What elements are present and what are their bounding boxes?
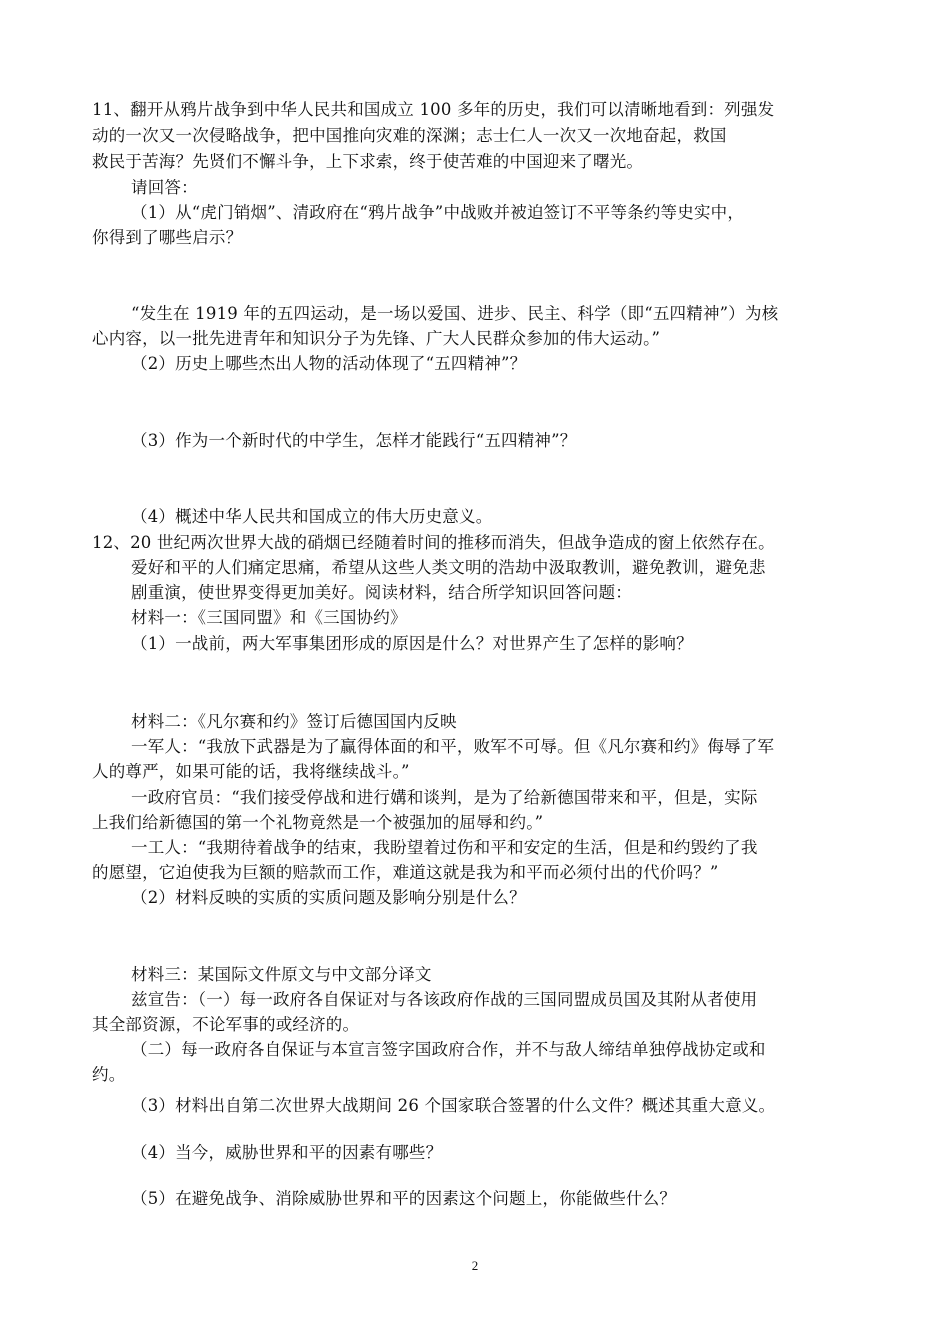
q12-line: 12、20 世纪两次世界大战的硝烟已经随着时间的推移而消失，但战争造成的窗上依然存在。 <box>92 533 775 552</box>
q11-line: 11、翻开从鸦片战争到中华人民共和国成立 100 多年的历史，我们可以清晰地看到：列强发 <box>92 100 775 119</box>
q12-sub1: （1）一战前，两大军事集团形成的原因是什么？对世界产生了怎样的影响？ <box>131 634 693 653</box>
q12-line: 爱好和平的人们痛定思痛，希望从这些人类文明的浩劫中汲取教训，避免教训，避免悲 <box>131 558 766 577</box>
q11-line: 救民于苦海？先贤们不懈斗争，上下求索，终于使苦难的中国迎来了曙光。 <box>92 152 644 171</box>
material-2-text: 人的尊严，如果可能的话，我将继续战斗。” <box>92 762 410 781</box>
material-1-heading: 材料一：《三国同盟》和《三国协约》 <box>131 608 407 627</box>
q12-sub4: （4）当今，威胁世界和平的因素有哪些？ <box>131 1143 443 1162</box>
q12-sub5: （5）在避免战争、消除威胁世界和平的因素这个问题上，你能做些什么？ <box>131 1189 677 1208</box>
q11-sub3: （3）作为一个新时代的中学生，怎样才能践行“五四精神”？ <box>131 431 577 450</box>
material-2-heading: 材料二：《凡尔赛和约》签订后德国国内反映 <box>131 712 457 731</box>
page-number: 2 <box>471 1258 479 1273</box>
q11-prompt: 请回答： <box>131 178 198 197</box>
material-3-text: （二）每一政府各自保证与本宣言签字国政府合作，并不与敌人缔结单独停战协定或和 <box>131 1040 766 1059</box>
q12-line: 剧重演，使世界变得更加美好。阅读材料，结合所学知识回答问题： <box>131 583 632 602</box>
q11-sub4: （4）概述中华人民共和国成立的伟大历史意义。 <box>131 507 493 526</box>
q11-quote: “发生在 1919 年的五四运动，是一场以爱国、进步、民主、科学（即“五四精神”）为核 <box>131 304 779 323</box>
material-3-text: 其全部资源，不论军事的或经济的。 <box>92 1015 360 1034</box>
material-2-text: 一军人：“我放下武器是为了赢得体面的和平，败军不可辱。但《凡尔赛和约》侮辱了军 <box>131 737 775 756</box>
q12-sub3: （3）材料出自第二次世界大战期间 26 个国家联合签署的什么文件？概述其重大意义。 <box>131 1096 776 1115</box>
q11-line: 动的一次又一次侵略战争，把中国推向灾难的深渊；志士仁人一次又一次地奋起，救国 <box>92 126 727 145</box>
q11-quote: 心内容，以一批先进青年和知识分子为先锋、广大人民群众参加的伟大运动。” <box>92 329 661 348</box>
q11-sub1: （1）从“虎门销烟”、清政府在“鸦片战争”中战败并被迫签订不平等条约等史实中， <box>131 203 745 222</box>
material-3-text: 兹宣告：（一）每一政府各自保证对与各该政府作战的三国同盟成员国及其附从者使用 <box>131 990 758 1009</box>
q11-sub2: （2）历史上哪些杰出人物的活动体现了“五四精神”？ <box>131 354 527 373</box>
material-3-text: 约。 <box>92 1065 126 1084</box>
material-3-heading: 材料三：某国际文件原文与中文部分译文 <box>131 965 432 984</box>
material-2-text: 一政府官员：“我们接受停战和进行媾和谈判，是为了给新德国带来和平，但是，实际 <box>131 788 758 807</box>
material-2-text: 上我们给新德国的第一个礼物竟然是一个被强加的屈辱和约。” <box>92 813 544 832</box>
material-2-text: 的愿望，它迫使我为巨额的赔款而工作，难道这就是我为和平而必须付出的代价吗？” <box>92 863 719 882</box>
q12-sub2: （2）材料反映的实质的实质问题及影响分别是什么？ <box>131 888 526 907</box>
material-2-text: 一工人：“我期待着战争的结束，我盼望着过伤和平和安定的生活，但是和约毁约了我 <box>131 838 758 857</box>
q11-line: 你得到了哪些启示？ <box>92 228 243 247</box>
